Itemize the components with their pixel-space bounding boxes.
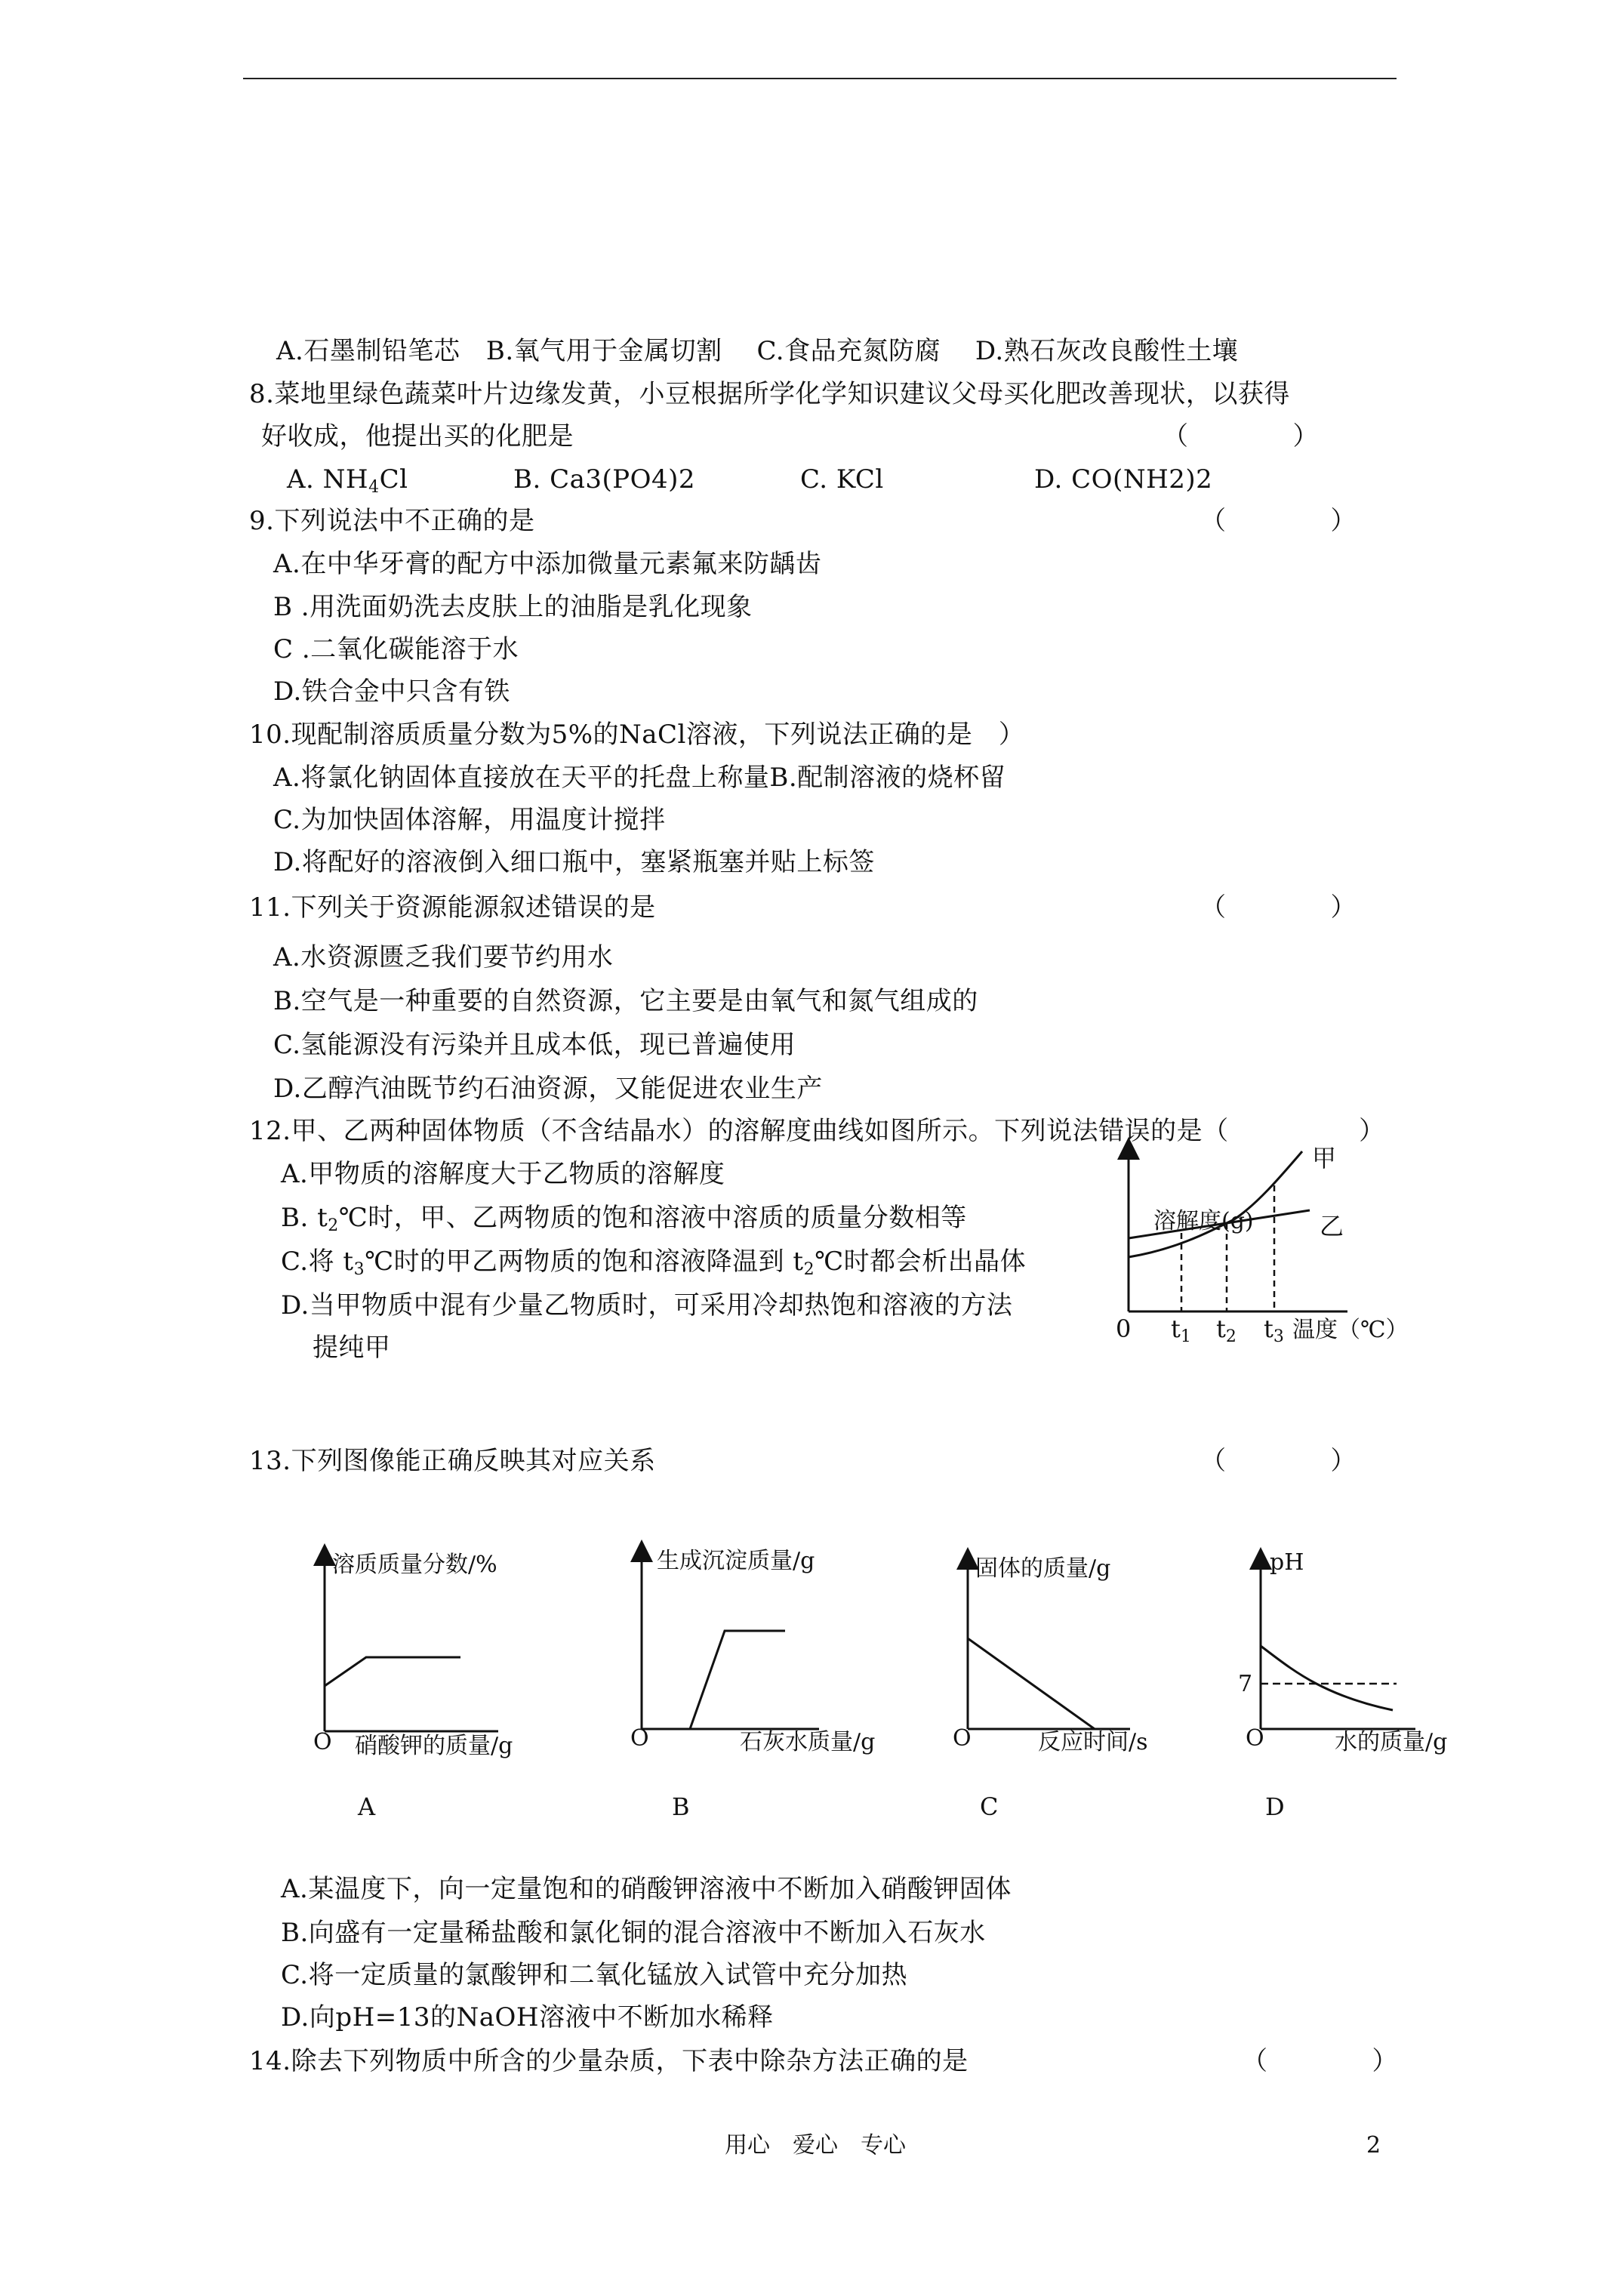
q9-stem: 9.下列说法中不正确的是 [249,506,535,536]
q13-graph-c-ylabel: 固体的质量/g [975,1555,1111,1582]
q12-option-a: A.甲物质的溶解度大于乙物质的溶解度 [281,1159,725,1189]
q12-chart-legend-yi: 乙 [1320,1212,1344,1240]
q12-chart-tick-t2: $t_2$ [1216,1314,1236,1346]
q12-chart-legend-jia: 甲 [1312,1144,1337,1173]
page-footer: 用心 爱心 专心 [725,2132,906,2159]
q10-option-a: A.将氯化钠固体直接放在天平的托盘上称量B.配制溶液的烧杯留 [273,763,1006,793]
q13-option-a: A.某温度下，向一定量饱和的硝酸钾溶液中不断加入硝酸钾固体 [281,1874,1012,1904]
q9-option-b: B .用洗面奶洗去皮肤上的油脂是乳化现象 [273,592,753,622]
q8-option-d: D. CO(NH2)2 [1034,464,1213,495]
q10-option-c: C.为加快固体溶解，用温度计搅拌 [273,805,666,835]
q8-option-c: C. KCl [800,464,884,495]
q13-graph-d-letter: D [1265,1792,1285,1821]
q9-option-a: A.在中华牙膏的配方中添加微量元素氟来防龋齿 [273,549,822,579]
q13-graph-c-line [968,1638,1095,1729]
q10-stem: 10.现配制溶质质量分数为5%的NaCl溶液，下列说法正确的是 ） [249,720,1025,750]
q13-option-b: B.向盛有一定量稀盐酸和氯化铜的混合溶液中不断加入石灰水 [281,1918,986,1948]
q13-graph-d-ref-label: 7 [1238,1671,1253,1697]
q7-options: A.石墨制铅笔芯 B.氧气用于金属切割 C.食品充氮防腐 D.熟石灰改良酸性土壤 [276,336,1239,366]
q8-option-a: A. $NH_4Cl$ [287,464,408,497]
q13-graph-d-ylabel: pH [1270,1549,1304,1576]
q9-answer-bracket: （ ） [1200,506,1357,536]
q13-graph-a-line [325,1657,460,1686]
q13-option-c: C.将一定质量的氯酸钾和二氧化锰放入试管中充分加热 [281,1960,908,1990]
page-number: 2 [1366,2132,1381,2159]
q13-graph-d-origin: O [1246,1725,1264,1752]
q13-graph-d-xlabel: 水的质量/g [1335,1729,1448,1755]
q8-stem-line2: 好收成，他提出买的化肥是 [261,421,574,451]
q8-answer-bracket: （ ） [1163,421,1319,451]
q8-stem-line1: 8.菜地里绿色蔬菜叶片边缘发黄，小豆根据所学化学知识建议父母买化肥改善现状，以获得 [249,379,1290,409]
q13-graph-b [627,1548,823,1744]
q13-option-d: D.向pH=13的NaOH溶液中不断加水稀释 [281,2002,774,2032]
q12-option-d-line2: 提纯甲 [313,1333,391,1363]
q13-graph-b-ylabel: 生成沉淀质量/g [657,1548,815,1574]
q13-graph-c [953,1555,1134,1744]
q13-graph-c-letter: C [980,1792,999,1821]
q11-option-a: A.水资源匮乏我们要节约用水 [273,942,614,972]
q11-stem: 11.下列关于资源能源叙述错误的是 [249,892,656,923]
q12-option-c: C.将 $t_3℃$时的甲乙两物质的饱和溶液降温到 $t_2℃$时都会析出晶体 [281,1247,1027,1279]
q12-option-d-line1: D.当甲物质中混有少量乙物质时，可采用冷却热饱和溶液的方法 [281,1290,1013,1321]
q13-graph-d [1246,1555,1419,1744]
q9-option-c: C .二氧化碳能溶于水 [273,634,519,664]
q8-option-b: B. Ca3(PO4)2 [513,464,696,495]
q12-chart-ylabel: 溶解度(g) [1153,1208,1254,1234]
q11-option-c: C.氢能源没有污染并且成本低，现已普遍使用 [273,1030,796,1060]
q12-stem: 12.甲、乙两种固体物质（不含结晶水）的溶解度曲线如图所示。下列说法错误的是（ ） [249,1116,1385,1146]
q13-answer-bracket: （ ） [1200,1446,1357,1476]
q13-graph-d-curve [1261,1646,1393,1710]
q13-graph-a-origin: O [313,1729,332,1755]
q13-stem: 13.下列图像能正确反映其对应关系 [249,1446,656,1476]
q13-graph-a-letter: A [358,1792,376,1821]
q9-option-d: D.铁合金中只含有铁 [273,676,510,707]
q10-option-d: D.将配好的溶液倒入细口瓶中，塞紧瓶塞并贴上标签 [273,847,875,877]
q13-graph-c-xlabel: 反应时间/s [1038,1729,1148,1755]
q13-graph-a-xlabel: 硝酸钾的质量/g [355,1733,513,1759]
q11-answer-bracket: （ ） [1200,892,1357,923]
q12-chart-tick-t3: $t_3$ [1264,1314,1284,1346]
header-rule [243,78,1397,79]
q12-chart-origin: 0 [1116,1314,1132,1343]
q13-graph-b-origin: O [630,1725,649,1752]
q13-graph-c-origin: O [953,1725,972,1752]
q13-graph-a-ylabel: 溶质质量分数/% [332,1552,497,1578]
q13-graph-b-letter: B [672,1792,690,1821]
q11-option-d: D.乙醇汽油既节约石油资源，又能促进农业生产 [273,1074,823,1104]
q12-chart-tick-t1: $t_1$ [1171,1314,1191,1346]
q12-option-b: B. $t_2℃$时，甲、乙两物质的饱和溶液中溶质的质量分数相等 [281,1203,967,1235]
q13-graph-b-line [690,1631,785,1729]
q13-graph-a [310,1552,506,1748]
q12-chart-xlabel: 温度（℃） [1292,1317,1409,1343]
q14-answer-bracket: （ ） [1242,2046,1398,2076]
q14-stem: 14.除去下列物质中所含的少量杂质，下表中除杂方法正确的是 [249,2046,969,2076]
q12-curve-jia [1129,1151,1302,1257]
q13-graph-b-xlabel: 石灰水质量/g [740,1729,876,1755]
q11-option-b: B.空气是一种重要的自然资源，它主要是由氧气和氮气组成的 [273,986,978,1016]
